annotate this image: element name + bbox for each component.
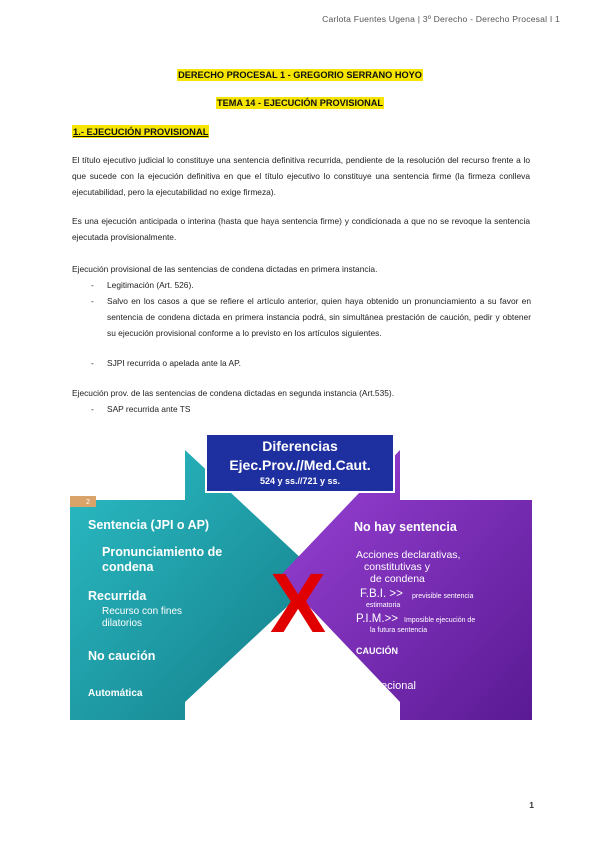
- right-item: CAUCIÓN: [356, 646, 398, 656]
- diagram-figure: [70, 434, 532, 722]
- list-item: - Salvo en los casos a que se refiere el artículo anterior, quien haya obtenido un pronunciamiento a su favor en sentencia de condena dictada en primera instancia podrá, sin simultánea prestación de caución, pedir y obtener su ejecución provisional conforme a lo previsto en los artículos siguientes.: [91, 296, 531, 338]
- left-item: Automática: [88, 688, 143, 699]
- paragraph-3: Ejecución provisional de las sentencias de condena dictadas en primera instancia.: [72, 264, 378, 274]
- diagram-subtitle: Ejec.Prov.//Med.Caut.: [229, 457, 371, 473]
- right-item: constitutivas y: [364, 561, 430, 573]
- right-item: Discrecional: [356, 680, 416, 692]
- page-header: Carlota Fuentes Ugena | 3º Derecho - Derecho Procesal I 1: [322, 14, 560, 24]
- left-item: condena: [102, 560, 154, 574]
- paragraph-4: Ejecución prov. de las sentencias de condena dictadas en segunda instancia (Art.535).: [72, 388, 395, 398]
- right-item: Acciones declarativas,: [356, 549, 461, 561]
- list-item: - Legitimación (Art. 526).: [91, 280, 194, 290]
- right-item: previsible sentencia: [412, 593, 474, 600]
- right-item: la futura sentencia: [370, 627, 428, 634]
- slide-number: 2: [86, 499, 90, 506]
- right-item: No hay sentencia: [354, 520, 457, 534]
- diagram-title: Diferencias: [262, 438, 338, 454]
- page-number: 1: [529, 800, 534, 810]
- slide-number-tag: [70, 496, 96, 507]
- document-title: DERECHO PROCESAL 1 - GREGORIO SERRANO HOYO: [178, 70, 422, 80]
- left-item: Sentencia (JPI o AP): [88, 518, 210, 532]
- right-item: estimatoria: [366, 602, 401, 609]
- list-item: - SAP recurrida ante TS: [91, 404, 191, 414]
- left-item: dilatorios: [102, 618, 143, 629]
- right-item: de condena: [370, 573, 425, 585]
- x-mark: X: [269, 556, 327, 650]
- left-item: Recurrida: [88, 589, 147, 603]
- left-item: No caución: [88, 649, 156, 663]
- list-item: - SJPI recurrida o apelada ante la AP.: [91, 358, 241, 368]
- document-subtitle: TEMA 14 - EJECUCIÓN PROVISIONAL: [216, 98, 384, 108]
- right-item: P.I.M.>>: [356, 613, 398, 625]
- section-heading: 1.- EJECUCIÓN PROVISIONAL: [73, 126, 209, 137]
- left-item: Recurso con fines: [102, 606, 183, 617]
- paragraph-1: El título ejecutivo judicial lo constituye una sentencia definitiva recurrida, pendiente de la resolución del recurso frente a lo que sucede con la ejecución definitiva en que el título ejecutivo lo constituye una sentencia firme (la firmeza conlleva ejecutabilidad, pero la ejecutabilidad no exige firmeza).: [72, 155, 530, 197]
- paragraph-2: Es una ejecución anticipada o interina (hasta que haya sentencia firme) y condicionada a que no se revoque la sentencia ejecutada provisionalmente.: [72, 216, 530, 242]
- right-item: Imposible ejecución de: [404, 617, 476, 624]
- right-item: F.B.I. >>: [360, 588, 403, 600]
- diagram-articles: 524 y ss.//721 y ss.: [259, 476, 341, 486]
- left-item: Pronunciamiento de: [102, 545, 223, 559]
